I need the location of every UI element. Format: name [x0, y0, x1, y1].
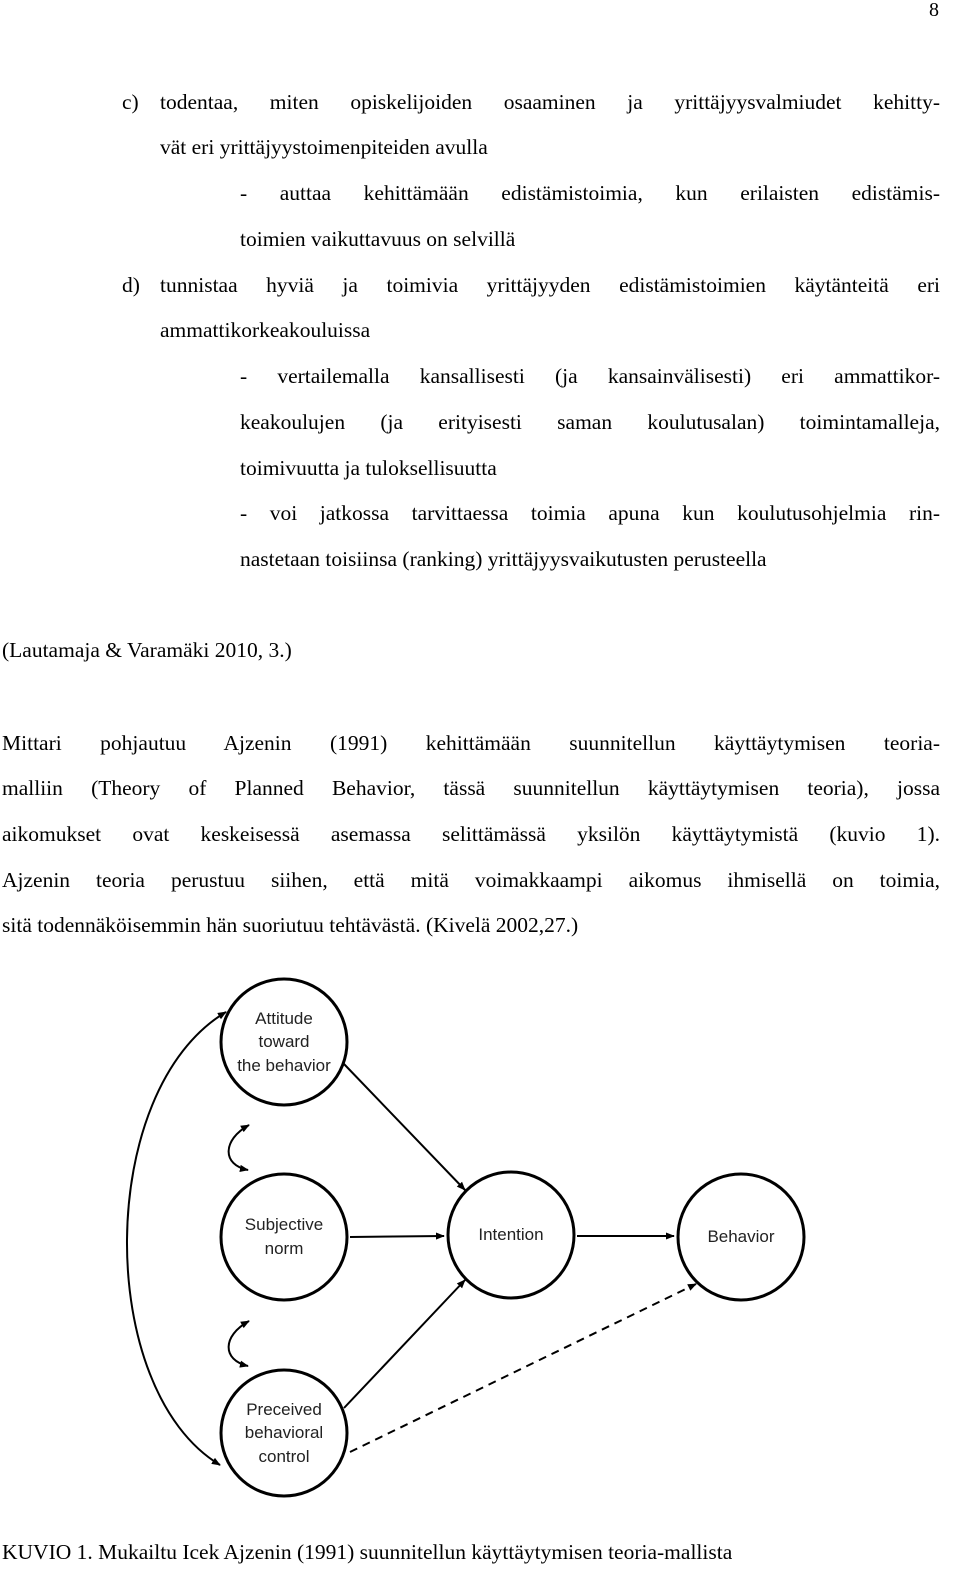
paragraph-line-4: Ajzenin teoria perustuu siihen, että mitä voimakkaampi aikomus ihmisellä on toimia,: [2, 868, 940, 892]
list-item-c-line-2: vät eri yrittäjyystoimenpiteiden avulla: [160, 135, 488, 159]
list-item-c-sub-line-1: - auttaa kehittämään edistämistoimia, kun erilaisten edistämis-: [240, 181, 940, 205]
list-item-d-sub-2-line-2: nastetaan toisiinsa (ranking) yrittäjyysvaikutusten perusteella: [240, 547, 767, 571]
control-label-3: control: [258, 1447, 310, 1466]
arrow-attitude-control-correlation: [127, 1012, 226, 1465]
arrow-attitude-to-intention: [344, 1064, 465, 1190]
arrow-norm-to-intention: [350, 1236, 444, 1237]
paragraph-line-3: aikomukset ovat keskeisessä asemassa selittämässä yksilön käyttäytymistä (kuvio 1).: [2, 822, 940, 846]
control-label-1: Preceived: [246, 1400, 322, 1419]
list-item-d-sub-1-line-3: toimivuutta ja tuloksellisuutta: [240, 456, 497, 480]
list-item-d-sub-2-line-1: - voi jatkossa tarvittaessa toimia apuna kun koulutusohjelmia rin-: [240, 501, 940, 525]
list-item-d-line-1: tunnistaa hyviä ja toimivia yrittäjyyden edistämistoimien käytänteitä eri: [160, 273, 940, 297]
subjective-label-1: Subjective: [244, 1215, 324, 1234]
attitude-label-3: the behavior: [237, 1056, 331, 1075]
subjective-norm-node: [221, 1174, 347, 1300]
arrow-norm-control-correlation: [229, 1321, 249, 1366]
tpb-diagram: [0, 960, 960, 1530]
control-label-2: behavioral: [244, 1423, 324, 1442]
paragraph-line-2: malliin (Theory of Planned Behavior, tässä suunnitellun käyttäytymisen teoria), jossa: [2, 776, 940, 800]
list-marker-c: c): [122, 90, 139, 114]
page-number: 8: [929, 0, 939, 21]
list-item-c-line-1: todentaa, miten opiskelijoiden osaaminen ja yrittäjyysvalmiudet kehitty-: [160, 90, 940, 114]
behavior-label: Behavior: [707, 1227, 775, 1246]
arrow-control-to-intention: [344, 1280, 465, 1408]
figure-caption: KUVIO 1. Mukailtu Icek Ajzenin (1991) suunnitellun käyttäytymisen teoria-mallista: [2, 1540, 733, 1564]
attitude-label-2: toward: [258, 1032, 310, 1051]
subjective-label-2: norm: [264, 1239, 304, 1258]
list-item-c-sub-line-2: toimien vaikuttavuus on selvillä: [240, 227, 516, 251]
list-marker-d: d): [122, 273, 140, 297]
intention-label: Intention: [478, 1225, 544, 1244]
paragraph-line-1: Mittari pohjautuu Ajzenin (1991) kehittämään suunnitellun käyttäytymisen teoria-: [2, 731, 940, 755]
list-item-d-sub-1-line-1: - vertailemalla kansallisesti (ja kansainvälisesti) eri ammattikor-: [240, 364, 940, 388]
list-item-d-sub-1-line-2: keakoulujen (ja erityisesti saman koulutusalan) toimintamalleja,: [240, 410, 940, 434]
citation: (Lautamaja & Varamäki 2010, 3.): [2, 638, 292, 662]
attitude-label-1: Attitude: [255, 1009, 313, 1028]
arrow-control-to-behavior: [350, 1284, 696, 1452]
arrow-attitude-norm-correlation: [229, 1125, 249, 1170]
paragraph-line-5: sitä todennäköisemmin hän suoriutuu tehtävästä. (Kivelä 2002,27.): [2, 913, 579, 937]
list-item-d-line-2: ammattikorkeakouluissa: [160, 318, 371, 342]
